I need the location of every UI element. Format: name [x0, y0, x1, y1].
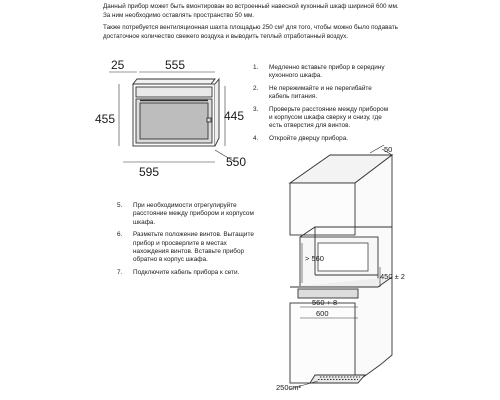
oven-dimension-drawing [95, 58, 255, 183]
list-item: 6. Разметьте положение винтов. Вытащите прибор и просверлите в местах нахождения винтов. Вставьте прибор обратно в корпус шкафа. [117, 231, 254, 264]
list-item: 5. При необходимости отрегулируйте расстояние между прибором и корпусом шкафа. [117, 202, 254, 226]
intro-paragraph-2: Также потребуется вентиляционная шахта площадью 250 см² для того, чтобы можно было подавать достаточное количество свежего воздуха и выводить теплый отработанный воздух. [103, 23, 398, 40]
list-item: 2. Не пережимайте и не перегибайте кабель питания. [253, 84, 372, 101]
list-item: 1. Медленно вставьте прибор в середину кухонного шкафа. [253, 64, 385, 80]
dim-cabinet-width: 600 [316, 309, 329, 318]
dim-vent-area: 250cm² [276, 383, 302, 392]
steps-list-top [253, 64, 393, 147]
list-item: 3. Проверьте расстояние между прибором и корпусом шкафа сверху и снизу, где есть отверстия для винтов. [253, 105, 389, 130]
dim-niche-width: 560 + 8 [312, 298, 338, 307]
intro-text [103, 3, 403, 42]
intro-paragraph-1: Данный прибор может быть вмонтирован во встроенный навесной кухонный шкаф шириной 600 мм. За ним необходимо оставлять пространство 50 мм. [103, 3, 399, 19]
dim-depth-bottom: 550 [226, 155, 247, 169]
steps-list-bottom [117, 202, 260, 281]
dim-depth-front: 25 [111, 58, 125, 72]
dim-width-top: 555 [165, 58, 186, 72]
dim-height-left: 455 [95, 112, 116, 126]
dim-height-right: 445 [224, 109, 245, 123]
dim-back-gap: 50 [384, 145, 393, 154]
dim-niche-right: 450 ± 2 [380, 272, 405, 281]
cabinet-installation-drawing [270, 143, 495, 395]
dim-niche-height: > 560 [305, 254, 324, 263]
dim-width-bottom: 595 [139, 165, 160, 179]
list-item: 7. Подключите кабель прибора к сети. [117, 268, 240, 276]
list-item: 4. Откройте дверцу прибора. [253, 134, 349, 142]
